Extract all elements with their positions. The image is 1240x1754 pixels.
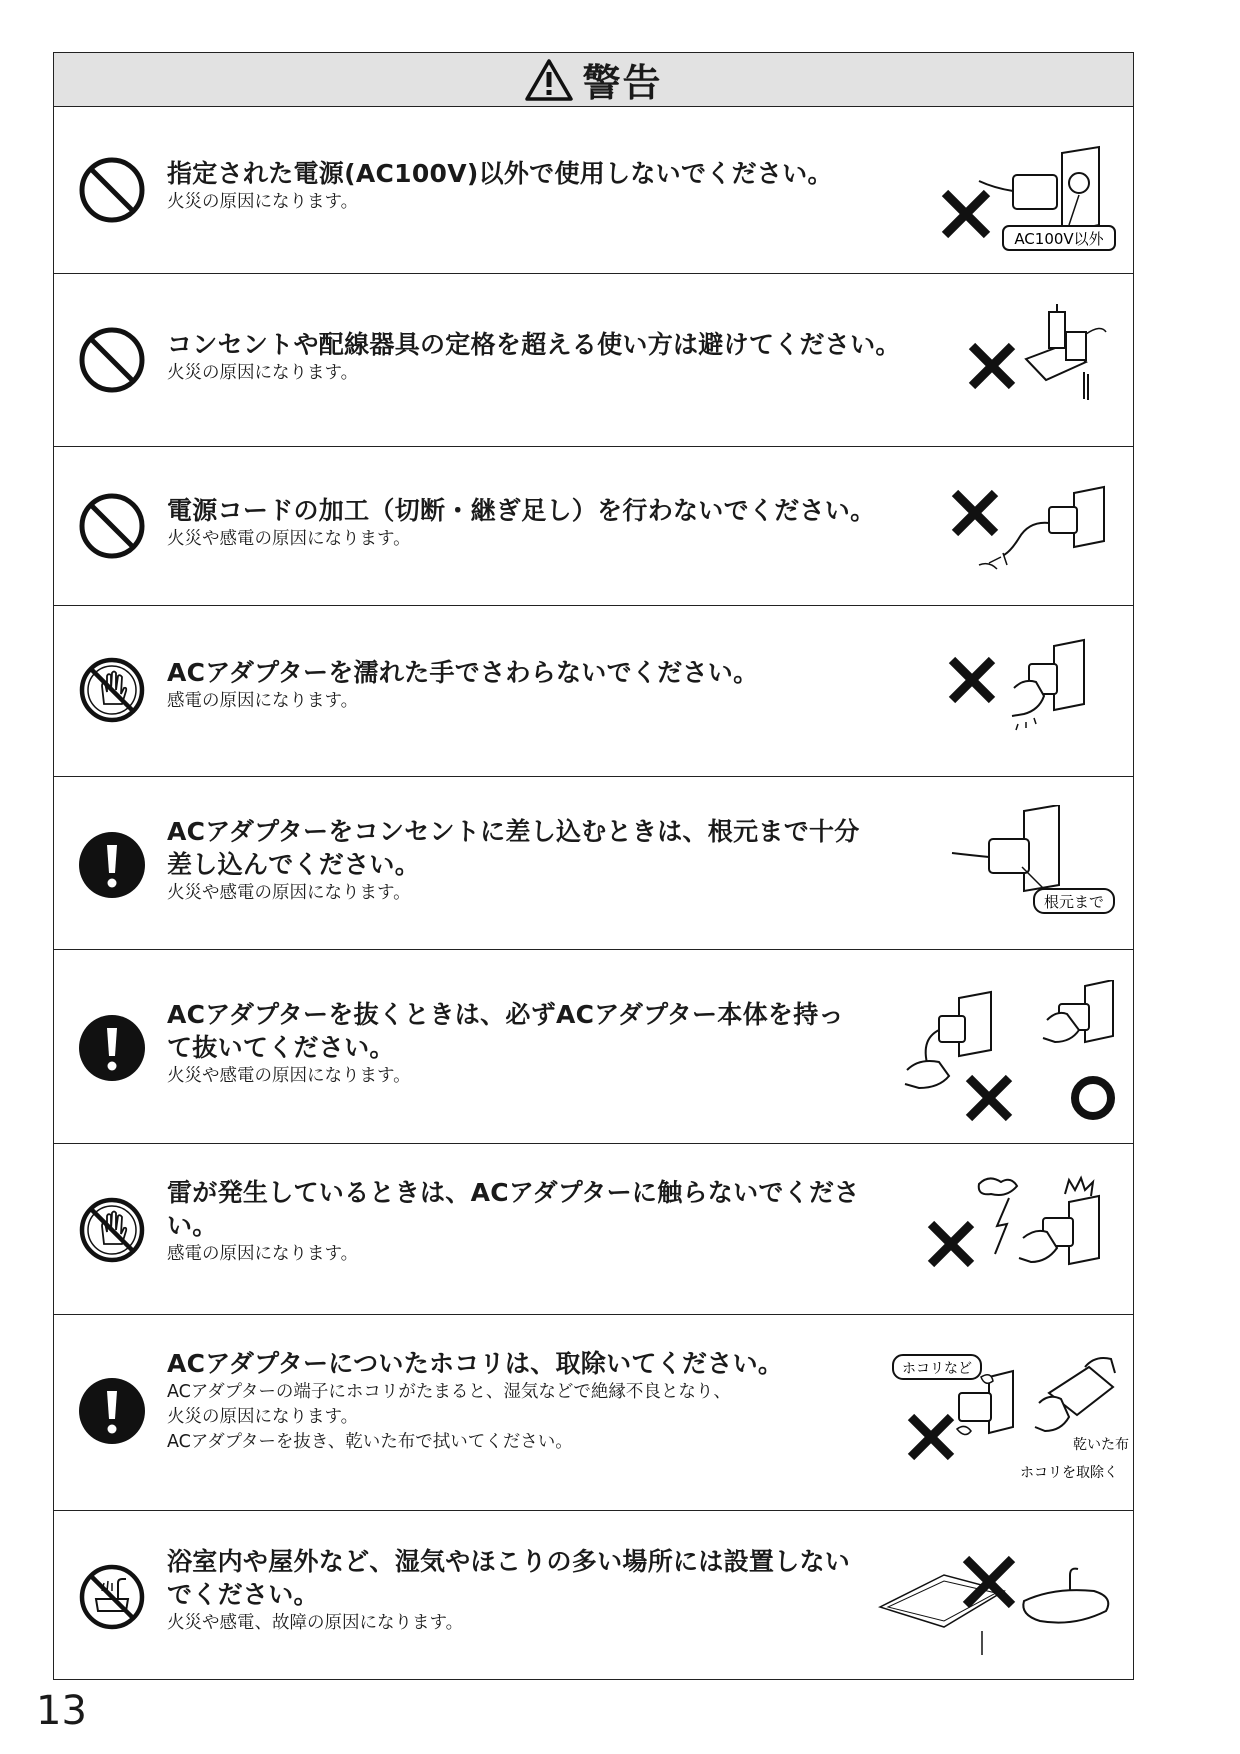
warning-item-5	[54, 777, 1133, 950]
illus-label: ホコリなど	[902, 1361, 972, 1377]
x-mark-icon	[952, 660, 992, 700]
illus-label: 根元まで	[1043, 893, 1105, 911]
item-heading: ACアダプターをコンセントに差し込むときは、根元まで十分差し込んでください。	[167, 817, 860, 879]
circle-ok-icon	[1075, 1080, 1111, 1116]
item-body: 感電の原因になります。	[167, 691, 359, 711]
x-mark-icon	[945, 193, 987, 235]
item-body: 火災や感電の原因になります。	[167, 1066, 411, 1086]
item-body: 火災の原因になります。	[167, 192, 359, 212]
warning-item-2	[54, 274, 1133, 447]
item-heading: ACアダプターについたホコリは、取除いてください。	[167, 1349, 784, 1378]
warning-panel	[53, 52, 1134, 1680]
item-body: 火災の原因になります。	[167, 1407, 359, 1427]
item-body: ACアダプターの端子にホコリがたまると、湿気などで絶縁不良となり、	[167, 1382, 731, 1402]
prohibition-icon	[78, 492, 146, 560]
mandatory-action-icon	[78, 1377, 146, 1445]
item-heading: 雷が発生しているときは、ACアダプターに触らないでください。	[167, 1178, 860, 1240]
warning-triangle-icon	[524, 58, 574, 102]
no-bathroom-icon	[78, 1563, 146, 1631]
item-heading: 指定された電源(AC100V)以外で使用しないでください。	[167, 159, 833, 188]
warning-text-4	[167, 656, 927, 714]
item-heading: 浴室内や屋外など、湿気やほこりの多い場所には設置しないでください。	[167, 1547, 851, 1609]
item-heading: 電源コードの加工（切断・継ぎ足し）を行わないでください。	[167, 496, 876, 525]
lightning-adapter-illustration	[919, 1172, 1129, 1292]
bathroom-illustration	[874, 1547, 1129, 1657]
warning-text-1	[167, 157, 927, 215]
page-number: 13	[36, 1688, 87, 1734]
warning-item-1	[54, 107, 1133, 274]
prohibition-icon	[78, 326, 146, 394]
no-wet-hands-icon	[78, 656, 146, 724]
mandatory-action-icon	[78, 1014, 146, 1082]
warning-item-4	[54, 606, 1133, 777]
item-body: ACアダプターを抜き、乾いた布で拭いてください。	[167, 1432, 573, 1452]
item-body: 火災や感電の原因になります。	[167, 883, 411, 903]
warning-item-8	[54, 1315, 1133, 1511]
warning-item-3	[54, 447, 1133, 606]
warning-text-5	[167, 815, 867, 906]
warning-header	[54, 53, 1133, 107]
illus-label: 乾いた布	[1073, 1437, 1129, 1453]
item-body: 火災の原因になります。	[167, 363, 359, 383]
item-body: 感電の原因になります。	[167, 1244, 359, 1264]
x-mark-icon	[911, 1417, 951, 1457]
item-body: 火災や感電の原因になります。	[167, 529, 411, 549]
illus-label: AC100V以外	[1014, 230, 1104, 248]
item-heading: ACアダプターを濡れた手でさわらないでください。	[167, 658, 759, 687]
overloaded-strip-illustration	[966, 304, 1116, 416]
x-mark-icon	[969, 1078, 1009, 1118]
warning-text-9	[167, 1545, 867, 1636]
wet-hand-adapter-illustration	[944, 638, 1104, 748]
prohibition-icon	[78, 156, 146, 224]
warning-text-3	[167, 494, 957, 552]
warning-title: 警告	[582, 61, 663, 105]
x-mark-icon	[955, 493, 995, 533]
no-wet-hands-icon	[78, 1196, 146, 1264]
item-heading: コンセントや配線器具の定格を超える使い方は避けてください。	[167, 330, 901, 359]
mandatory-action-icon	[78, 831, 146, 899]
warning-item-7	[54, 1144, 1133, 1315]
warning-text-2	[167, 328, 957, 386]
illus-label: ホコリを取除く	[1020, 1465, 1118, 1481]
warning-item-6	[54, 950, 1133, 1144]
x-mark-icon	[931, 1224, 971, 1264]
warning-text-8	[167, 1347, 867, 1455]
plug-fully-inserted-illustration	[944, 805, 1124, 930]
unplug-by-body-illustration	[899, 980, 1129, 1130]
item-body: 火災や感電、故障の原因になります。	[167, 1613, 464, 1633]
warning-text-7	[167, 1176, 867, 1267]
warning-item-9	[54, 1511, 1133, 1679]
item-heading: ACアダプターを抜くときは、必ずACアダプター本体を持って抜いてください。	[167, 1000, 844, 1062]
warning-text-6	[167, 998, 867, 1089]
adapter-outlet-illustration	[939, 143, 1129, 258]
x-mark-icon	[972, 346, 1012, 386]
cut-cord-illustration	[949, 483, 1119, 578]
dust-removal-illustration	[889, 1337, 1129, 1487]
